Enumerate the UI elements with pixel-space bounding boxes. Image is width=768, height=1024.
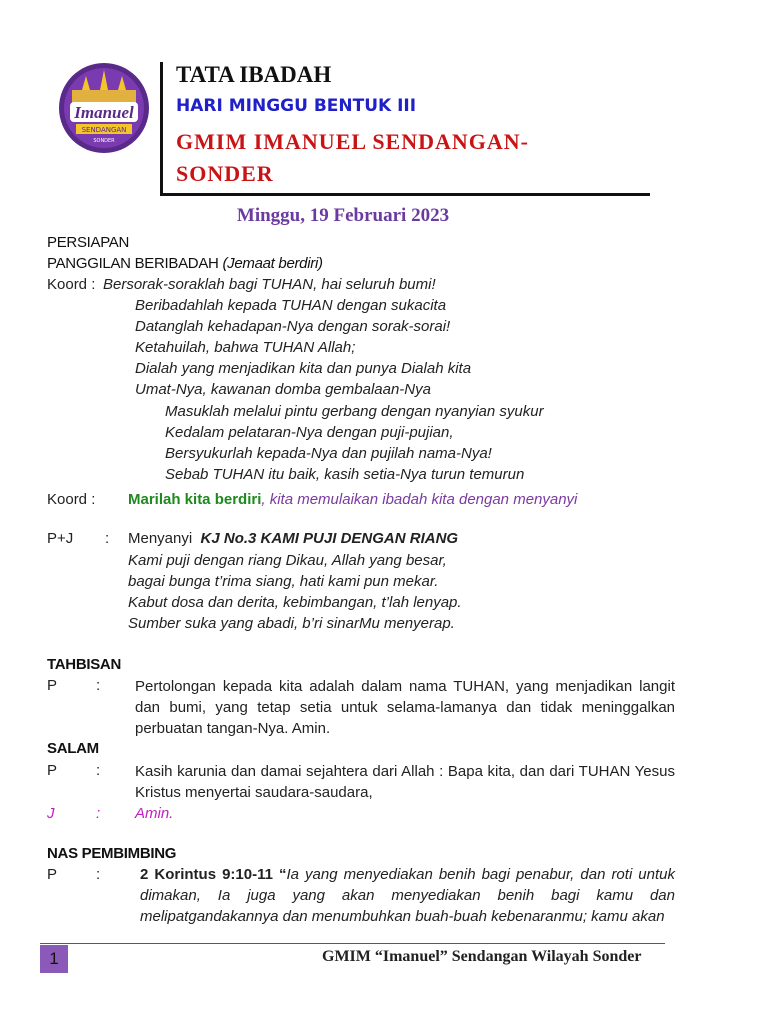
nas-heading: NAS PEMBIMBING <box>47 845 177 862</box>
salam-label: P <box>47 762 58 779</box>
persiapan-heading: PERSIAPAN <box>47 234 130 251</box>
tahbisan-label: P <box>47 677 58 694</box>
verse-line: Ketahuilah, bahwa TUHAN Allah; <box>135 339 356 356</box>
church-logo <box>58 62 150 154</box>
instruction-stand: Marilah kita berdiri <box>128 491 262 508</box>
panggilan-note: (Jemaat berdiri) <box>222 255 323 272</box>
verse-line: Bersorak-soraklah bagi TUHAN, hai seluruh bumi! <box>103 276 436 293</box>
panggilan-heading <box>47 255 323 272</box>
verse-line: Masuklah melalui pintu gerbang dengan nyanyian syukur <box>165 403 544 420</box>
song-intro: Menyanyi <box>128 530 193 547</box>
song-line <box>128 530 458 547</box>
nas-verse: Ia yang menyediakan benih bagi penabur, dan roti untuk dimakan, Ia juga yang akan menyediakan benih bagi kamu dan melipatgandakannya dan menumbuhkan buah-buah kebenaranmu; kamu akan <box>140 866 676 925</box>
tahbisan-text: Pertolongan kepada kita adalah dalam nama TUHAN, yang menjadikan langit dan bumi, yang tetap setia untuk selama-lamanya dan tidak meninggalkan perbuatan tangan-Nya. Amin. <box>135 678 675 737</box>
salam-j-label: J <box>47 805 55 822</box>
koord-label-2: Koord : <box>47 491 96 508</box>
logo-subtext-2: SONDER <box>93 138 115 144</box>
lyric-line: Kami puji dengan riang Dikau, Allah yang besar, <box>128 552 447 569</box>
page-number: 1 <box>40 945 68 973</box>
tahbisan-heading: TAHBISAN <box>47 656 121 673</box>
pj-label: P+J <box>47 530 74 547</box>
verse-line: Bersyukurlah kepada-Nya dan pujilah nama-Nya! <box>165 445 492 462</box>
verse-line: Beribadahlah kepada TUHAN dengan sukacita <box>135 297 447 314</box>
verse-line: Sebab TUHAN itu baik, kasih setia-Nya turun temurun <box>165 466 525 483</box>
nas-label: P <box>47 866 58 883</box>
nas-reference: 2 Korintus 9:10-11 “ <box>140 866 287 883</box>
salam-j-colon: : <box>96 805 101 822</box>
verse-line: Umat-Nya, kawanan domba gembalaan-Nya <box>135 381 431 398</box>
tahbisan-colon: : <box>96 677 101 694</box>
instruction-rest: , kita memulaikan ibadah kita dengan menyanyi <box>261 491 578 508</box>
panggilan-title: PANGGILAN BERIBADAH <box>47 255 219 272</box>
salam-j-text: Amin. <box>135 805 174 822</box>
koord-instruction <box>128 491 577 508</box>
salam-colon: : <box>96 762 101 779</box>
salam-text: Kasih karunia dan damai sejahtera dari Allah : Bapa kita, dan dari TUHAN Yesus Kristus menyertai saudara-saudara, <box>135 763 675 801</box>
verse-line: Datanglah kehadapan-Nya dengan sorak-sorai! <box>135 318 451 335</box>
document-title: TATA IBADAH <box>176 62 332 87</box>
document-subtitle: HARI MINGGU BENTUK III <box>176 96 417 116</box>
salam-heading: SALAM <box>47 740 99 757</box>
lyric-line: bagai bunga t’rima siang, hati kami pun mekar. <box>128 573 439 590</box>
lyric-line: Sumber suka yang abadi, b’ri sinarMu menyerap. <box>128 615 455 632</box>
verse-line: Kedalam pelataran-Nya dengan puji-pujian, <box>165 424 454 441</box>
koord-label: Koord : <box>47 276 96 293</box>
church-name <box>176 126 616 190</box>
church-name-line-2: SONDER <box>176 161 274 186</box>
lyric-line: Kabut dosa dan derita, kebimbangan, t’lah lenyap. <box>128 594 462 611</box>
header-vertical-rule <box>160 62 163 196</box>
logo-text: Imanuel <box>74 103 134 122</box>
footer-rule <box>40 943 665 944</box>
header-horizontal-rule <box>162 193 650 196</box>
song-title: KJ No.3 KAMI PUJI DENGAN RIANG <box>200 530 459 547</box>
logo-subtext: SENDANGAN <box>81 126 127 134</box>
verse-line: Dialah yang menjadikan kita dan punya Dialah kita <box>135 360 472 377</box>
service-date: Minggu, 19 Februari 2023 <box>236 205 450 226</box>
nas-colon: : <box>96 866 101 883</box>
pj-colon: : <box>105 530 110 547</box>
footer-text: GMIM “Imanuel” Sendangan Wilayah Sonder <box>322 948 642 965</box>
church-name-line-1: GMIM IMANUEL SENDANGAN- <box>176 129 529 154</box>
nas-text <box>140 864 675 927</box>
